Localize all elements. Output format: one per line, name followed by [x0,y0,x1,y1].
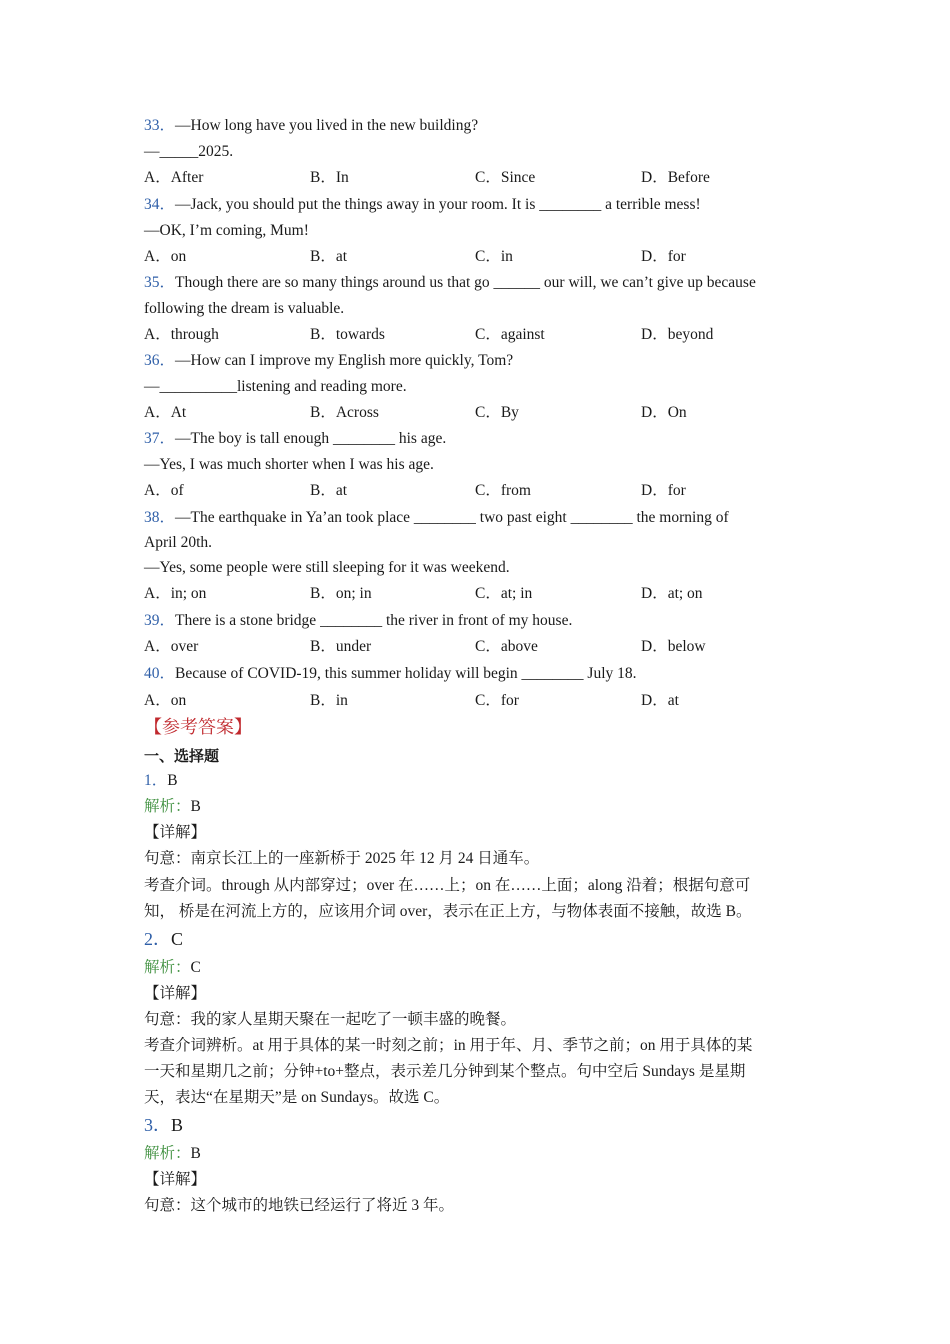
answer-value: B [171,1115,184,1135]
option-b: B．under [310,638,372,655]
question-text: —The boy is tall enough ________ his age. [175,430,447,447]
question-34 [144,195,701,215]
option-c: C．By [475,404,519,421]
answer-value: B [167,772,178,789]
detail-label: 【详解】 [144,985,207,1002]
question-number: 39． [144,612,176,629]
question-39 [144,611,572,631]
option-d: D．Before [641,169,710,186]
question-text-line: —Yes, some people were still sleeping for it was weekend. [144,559,510,576]
question-number: 33． [144,117,176,134]
detail-line: 天，表达“在星期天”是 on Sundays。故选 C。 [144,1089,450,1106]
detail-line: 一天和星期几之前；分钟+to+整点，表示差几分钟到某个整点。句中空后 Sundays 是星期 [144,1063,746,1080]
question-text: —The earthquake in Ya’an took place ________ two past eight ________ the morning of [175,509,729,526]
option-a: A．on [144,248,187,265]
detail-label: 【详解】 [144,1171,207,1188]
option-c: C．against [475,326,545,343]
option-a: A．of [144,482,184,499]
question-text: —How long have you lived in the new building? [175,117,479,134]
detail-line: 考查介词。through 从内部穿过；over 在……上；on 在……上面；along 沿着；根据句意可 [144,877,751,894]
question-number: 38． [144,509,176,526]
analysis-line [144,1144,201,1164]
question-text: Though there are so many things around us that go ______ our will, we can’t give up because [175,274,756,291]
option-d: D．beyond [641,326,714,343]
question-number: 36． [144,352,176,369]
detail-line: 句意：南京长江上的一座新桥于 2025 年 12 月 24 日通车。 [144,850,540,867]
option-b: B．at [310,248,348,265]
detail-line: 句意：我的家人星期天聚在一起吃了一顿丰盛的晚餐。 [144,1011,517,1028]
option-a: A．At [144,404,187,421]
option-c: C．Since [475,169,536,186]
option-a: A．After [144,169,204,186]
section-title: 一、选择题 [144,747,220,765]
analysis-label: 解析： [144,798,191,815]
question-text-line: —__________listening and reading more. [144,378,407,395]
question-35 [144,273,756,293]
question-text-line: —Yes, I was much shorter when I was his age. [144,456,434,473]
option-a: A．through [144,326,219,343]
option-a: A．over [144,638,199,655]
option-d: D．for [641,248,686,265]
question-text: —Jack, you should put the things away in your room. It is ________ a terrible mess! [175,196,701,213]
question-text-line: following the dream is valuable. [144,300,345,317]
answer-number: 1． [144,772,168,789]
option-d: D．for [641,482,686,499]
question-text-line: —OK, I’m coming, Mum! [144,222,309,239]
analysis-line [144,958,201,978]
option-b: B．towards [310,326,385,343]
question-text-line: April 20th. [144,534,213,551]
question-text: There is a stone bridge ________ the river in front of my house. [175,612,573,629]
option-b: B．Across [310,404,379,421]
option-d: D．at; on [641,585,703,602]
answer-number: 3． [144,1115,171,1135]
question-38 [144,508,729,528]
option-b: B．on; in [310,585,372,602]
option-a: A．in; on [144,585,207,602]
option-a: A．on [144,692,187,709]
analysis-value: B [190,798,201,815]
analysis-value: C [190,959,201,976]
option-d: D．On [641,404,687,421]
answer-2 [144,929,183,949]
answer-number: 2． [144,929,171,949]
question-40 [144,664,637,684]
option-c: C．for [475,692,519,709]
option-b: B．In [310,169,349,186]
detail-line: 考查介词辨析。at 用于具体的某一时刻之前；in 用于年、月、季节之前；on 用于具体的某 [144,1037,753,1054]
question-33 [144,116,478,136]
question-37 [144,429,446,449]
analysis-value: B [190,1145,201,1162]
question-text-line: —_____2025. [144,143,234,160]
question-text: Because of COVID-19, this summer holiday will begin ________ July 18. [175,665,637,682]
question-number: 34． [144,196,176,213]
option-d: D．at [641,692,679,709]
answers-header: 【参考答案】 [144,717,252,737]
option-b: B．in [310,692,348,709]
option-b: B．at [310,482,348,499]
question-number: 35． [144,274,176,291]
analysis-line [144,797,201,817]
detail-line: 句意：这个城市的地铁已经运行了将近 3 年。 [144,1197,455,1214]
option-c: C．from [475,482,531,499]
detail-line: 知， 桥是在河流上方的，应该用介词 over，表示在正上方，与物体表面不接触，故选 B。 [144,903,752,920]
analysis-label: 解析： [144,959,191,976]
option-c: C．above [475,638,538,655]
answer-1 [144,771,178,791]
analysis-label: 解析： [144,1145,191,1162]
detail-label: 【详解】 [144,824,207,841]
question-number: 40． [144,665,176,682]
answer-3 [144,1115,183,1135]
question-number: 37． [144,430,176,447]
option-d: D．below [641,638,706,655]
answer-value: C [171,929,184,949]
question-36 [144,351,513,371]
option-c: C．in [475,248,513,265]
option-c: C．at; in [475,585,533,602]
question-text: —How can I improve my English more quickly, Tom? [175,352,514,369]
